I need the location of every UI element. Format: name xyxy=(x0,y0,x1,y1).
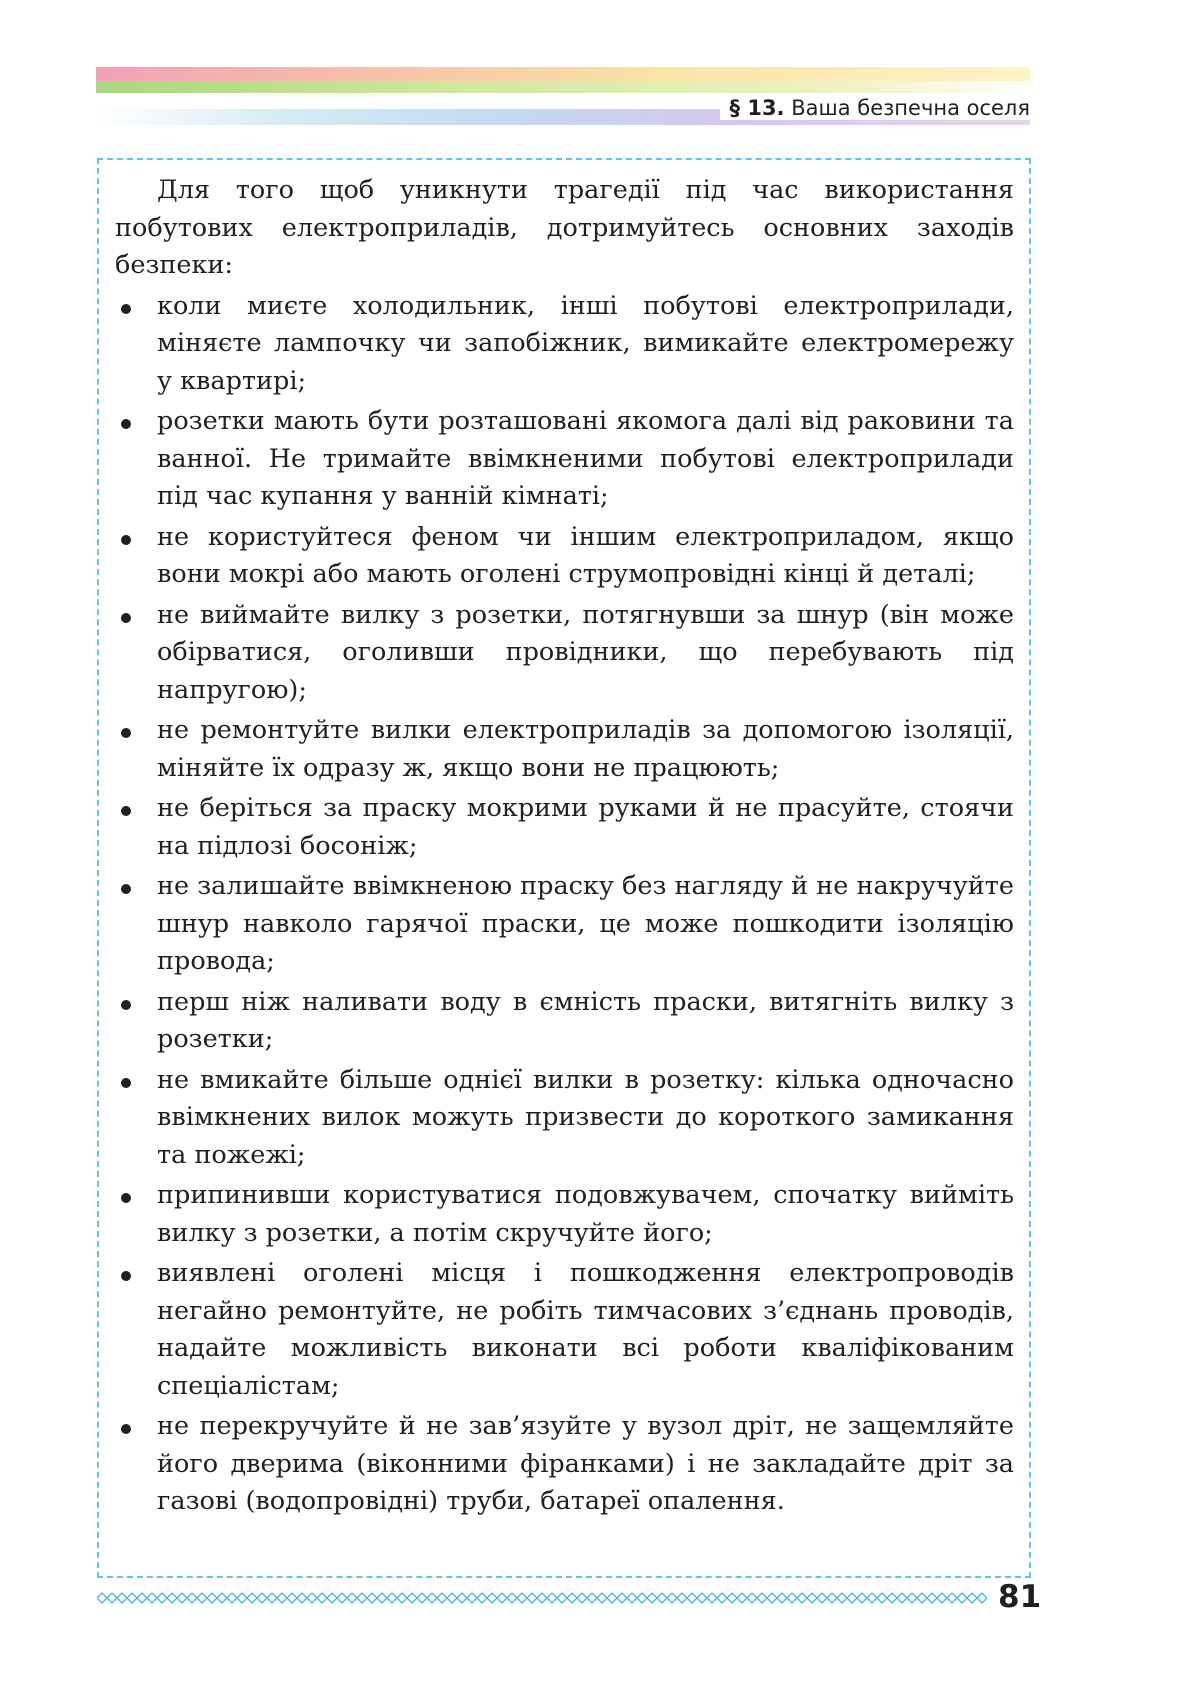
list-item xyxy=(115,519,1014,594)
bullet-icon xyxy=(121,1078,131,1088)
safety-rules-list xyxy=(115,288,1014,1521)
list-item xyxy=(115,984,1014,1059)
list-item-text: не залишайте ввімкненою праску без нагляду й не накручуйте шнур навколо гарячої праски, це може пошкодити ізоляцію провода; xyxy=(157,871,1014,976)
footer-ornament xyxy=(97,1590,987,1606)
bullet-icon xyxy=(121,419,131,429)
bullet-icon xyxy=(121,1193,131,1203)
list-item xyxy=(115,1062,1014,1175)
list-item-text: коли миєте холодильник, інші побутові електроприлади, міняєте лампочку чи запобіжник, вимикайте електромережу у квартирі; xyxy=(157,290,1014,396)
header-stripe-pink-yellow xyxy=(96,67,1030,81)
list-item-text: виявлені оголені місця і пошкодження електропроводів негайно ремонтуйте, не робіть тимчасових з’єднань проводів, надайте можливість виконати всі роботи кваліфікованим спеціалістам; xyxy=(157,1258,1014,1401)
list-item xyxy=(115,1255,1014,1405)
bullet-icon xyxy=(121,304,131,314)
list-item-text: не перекручуйте й не зав’язуйте у вузол дріт, не защемляйте його дверима (віконними фіранками) і не закладайте дріт за газові (водопровідні) труби, батареї опалення. xyxy=(157,1411,1014,1516)
list-item xyxy=(115,712,1014,787)
bullet-icon xyxy=(121,1000,131,1010)
bullet-icon xyxy=(121,884,131,894)
bullet-icon xyxy=(121,806,131,816)
list-item xyxy=(115,1408,1014,1521)
list-item xyxy=(115,597,1014,710)
list-item xyxy=(115,1177,1014,1252)
header-stripe-green xyxy=(96,81,1030,93)
section-title: Ваша безпечна оселя xyxy=(791,96,1030,120)
list-item-text: перш ніж наливати воду в ємність праски, витягніть вилку з розетки; xyxy=(157,986,1014,1054)
section-header xyxy=(720,96,1030,120)
list-item xyxy=(115,288,1014,401)
intro-paragraph: Для того щоб уникнути трагедії під час використання побутових електроприладів, дотримуйтесь основних заходів безпеки: xyxy=(115,175,1014,280)
bullet-icon xyxy=(121,535,131,545)
list-item-text: розетки мають бути розташовані якомога далі від раковини та ванної. Не тримайте ввімкненими побутові електроприлади під час купання у ванній кімнаті; xyxy=(157,406,1014,511)
list-item-text: не ремонтуйте вилки електроприладів за допомогою ізоляції, міняйте їх одразу ж, якщо вони не працюють; xyxy=(157,715,1014,783)
page-number: 81 xyxy=(998,1579,1042,1615)
list-item-text: не беріться за праску мокрими руками й не прасуйте, стоячи на підлозі босоніж; xyxy=(157,793,1014,861)
list-item-text: не користуйтеся феном чи іншим електроприладом, якщо вони мокрі або мають оголені струмопровідні кінці й деталі; xyxy=(157,521,1014,589)
list-item xyxy=(115,790,1014,865)
list-item xyxy=(115,868,1014,981)
section-number: § 13. xyxy=(729,96,785,120)
bullet-icon xyxy=(121,1271,131,1281)
safety-rules-frame xyxy=(97,158,1031,1578)
bullet-icon xyxy=(121,1424,131,1434)
list-item-text: не виймайте вилку з розетки, потягнувши за шнур (він може обірватися, оголивши провідники, що перебувають під напругою); xyxy=(157,599,1014,705)
bullet-icon xyxy=(121,613,131,623)
list-item-text: не вмикайте більше однієї вилки в розетку: кілька одночасно ввімкнених вилок можуть призвести до короткого замикання та пожежі; xyxy=(157,1064,1014,1170)
list-item xyxy=(115,403,1014,516)
bullet-icon xyxy=(121,728,131,738)
list-item-text: припинивши користуватися подовжувачем, спочатку вийміть вилку з розетки, а потім скручуйте його; xyxy=(157,1180,1014,1248)
